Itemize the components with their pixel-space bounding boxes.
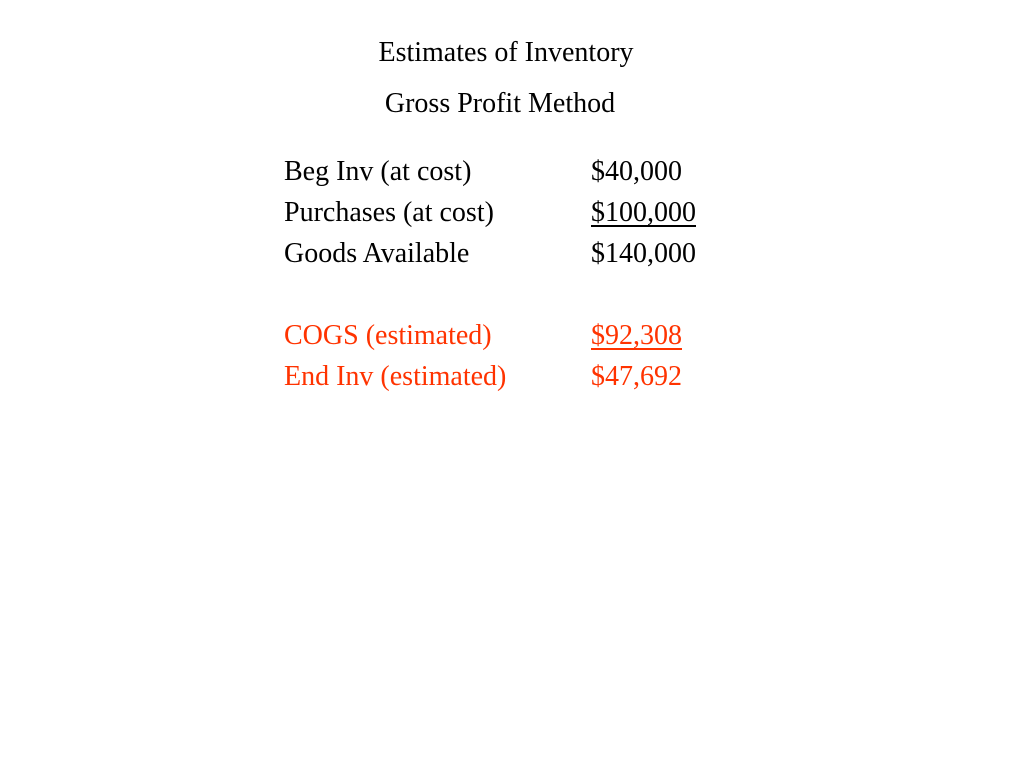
ledger-row-ending-inventory — [284, 359, 744, 400]
slide-subtitle: Gross Profit Method — [384, 88, 616, 119]
row-label: Beg Inv (at cost) — [284, 156, 472, 187]
row-label: Purchases (at cost) — [284, 197, 494, 228]
row-value: $140,000 — [591, 238, 696, 269]
inventory-ledger — [284, 154, 744, 400]
row-value: $100,000 — [591, 197, 696, 228]
row-value: $40,000 — [591, 156, 682, 187]
row-value: $92,308 — [591, 320, 682, 351]
slide-title: Estimates of Inventory — [378, 37, 634, 68]
ledger-row-goods-available — [284, 236, 744, 277]
row-value: $47,692 — [591, 361, 682, 392]
row-label: Goods Available — [284, 238, 470, 269]
ledger-spacer — [284, 277, 744, 318]
ledger-row-beginning-inventory — [284, 154, 744, 195]
ledger-row-purchases — [284, 195, 744, 236]
row-label: COGS (estimated) — [284, 320, 492, 351]
row-label: End Inv (estimated) — [284, 361, 507, 392]
ledger-row-cogs — [284, 318, 744, 359]
